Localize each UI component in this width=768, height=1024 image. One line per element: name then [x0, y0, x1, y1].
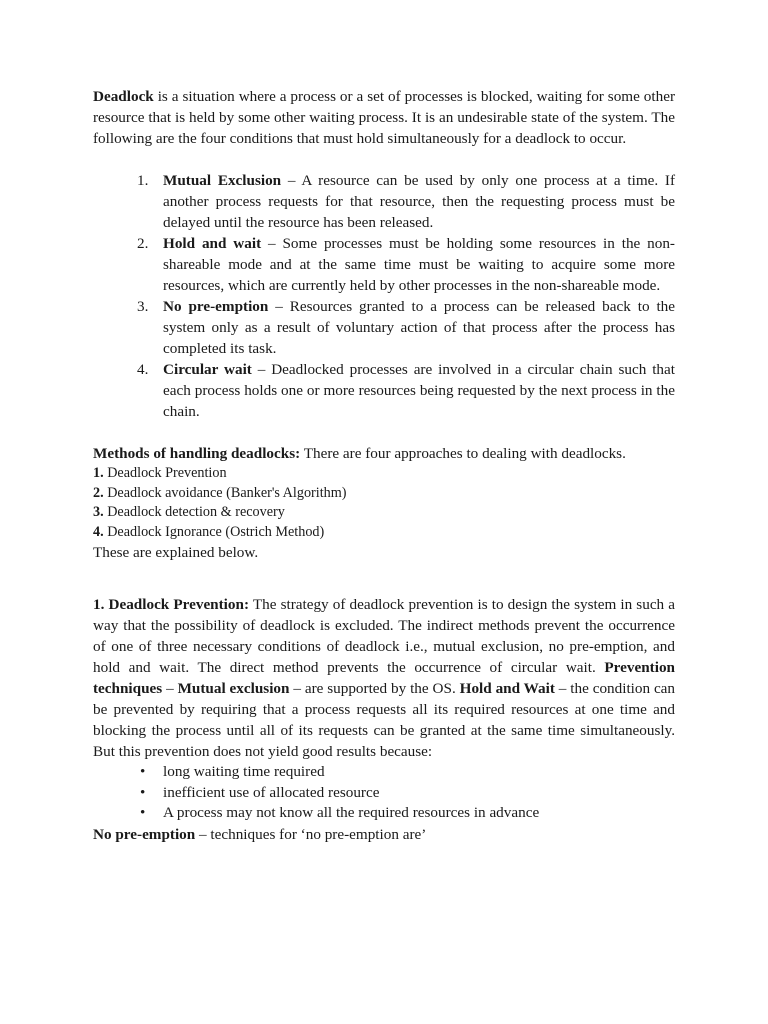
- methods-paragraph: [93, 443, 675, 464]
- method-item: [93, 503, 675, 523]
- condition-item: [93, 359, 675, 422]
- bullet-text: A process may not know all the required resources in advance: [163, 804, 540, 821]
- condition-title: Circular wait: [163, 361, 252, 378]
- method-item: [93, 484, 675, 504]
- condition-number: 4.: [137, 361, 149, 378]
- methods-closing: These are explained below.: [93, 544, 259, 561]
- hold-and-wait-label: Hold and Wait: [459, 680, 555, 697]
- intro-paragraph: [93, 86, 675, 149]
- prevention-dash: –: [162, 680, 178, 697]
- bullet-text: long waiting time required: [163, 763, 325, 780]
- mutual-exclusion-label: Mutual exclusion: [177, 680, 290, 697]
- bullet-icon: •: [140, 763, 146, 780]
- bullet-item: [93, 783, 675, 804]
- no-preemption-text: – techniques for ‘no pre-emption are’: [195, 825, 427, 843]
- no-preemption-label: No pre-emption: [93, 825, 196, 843]
- method-number: 4.: [93, 523, 104, 540]
- method-text: Deadlock avoidance (Banker's Algorithm): [103, 484, 347, 501]
- prevention-text-2: – are supported by the OS.: [289, 680, 460, 697]
- condition-number: 1.: [137, 172, 149, 189]
- method-item: [93, 523, 675, 543]
- prevention-heading: 1. Deadlock Prevention:: [93, 596, 250, 613]
- methods-heading: Methods of handling deadlocks:: [93, 445, 301, 462]
- document-page: [93, 86, 675, 845]
- condition-text: – Resources granted to a process can be released back to the system only as a result of voluntary action of that process after the process has completed its task.: [163, 298, 675, 357]
- bullet-icon: •: [140, 783, 146, 801]
- condition-item: [93, 296, 675, 359]
- bullet-text: inefficient use of allocated resource: [163, 783, 380, 801]
- bullet-icon: •: [140, 804, 146, 821]
- no-preemption-paragraph: [93, 824, 675, 845]
- methods-text: There are four approaches to dealing with deadlocks.: [300, 445, 626, 462]
- method-text: Deadlock Ignorance (Ostrich Method): [103, 523, 325, 540]
- bullet-item: [93, 762, 675, 783]
- method-item: [93, 464, 675, 484]
- condition-text: – Deadlocked processes are involved in a circular chain such that each process holds one or more resources being requested by the next process in the chain.: [163, 361, 675, 420]
- method-number: 2.: [93, 484, 104, 501]
- condition-number: 3.: [137, 298, 149, 315]
- intro-text: is a situation where a process or a set of processes is blocked, waiting for some other resource that is held by some other waiting process. It is an undesirable state of the system. The following are the four conditions that must hold simultaneously for a deadlock to occur.: [93, 88, 675, 147]
- condition-text: – Some processes must be holding some resources in the non-shareable mode and at the same time must be waiting to acquire some more resources, which are currently held by other processes in the non-shareable mode.: [163, 235, 675, 294]
- condition-title: No pre-emption: [163, 298, 269, 315]
- condition-title: Mutual Exclusion: [163, 172, 282, 189]
- method-text: Deadlock detection & recovery: [103, 504, 285, 520]
- method-text: Deadlock Prevention: [103, 465, 227, 481]
- prevention-bullets: [93, 762, 675, 824]
- bullet-item: [93, 803, 675, 824]
- intro-term: Deadlock: [93, 88, 154, 105]
- condition-text: – A resource can be used by only one process at a time. If another process requests for that resource, then the requesting process must be delayed until the resource has been released.: [163, 172, 675, 231]
- prevention-paragraph: [93, 594, 675, 762]
- condition-number: 2.: [137, 235, 149, 252]
- method-number: 1.: [93, 465, 104, 481]
- conditions-list: [93, 170, 675, 422]
- condition-item: [93, 233, 675, 296]
- prevention-techniques-label: Prevention techniques: [93, 659, 675, 697]
- prevention-text-1: The strategy of deadlock prevention is to design the system in such a way that the possibility of deadlock is excluded. The indirect methods prevent the occurrence of one of three necessary conditions of deadlock i.e., mutual exclusion, no pre-emption, and hold and wait. The direct method prevents the occurrence of circular wait.: [93, 596, 675, 676]
- condition-item: [93, 170, 675, 233]
- prevention-text-3: – the condition can be prevented by requiring that a process requests all its required resources at one time and blocking the process until all of its requests can be granted at the same time simultaneously. But this prevention does not yield good results because:: [93, 680, 676, 760]
- condition-title: Hold and wait: [163, 235, 262, 252]
- method-number: 3.: [93, 504, 104, 520]
